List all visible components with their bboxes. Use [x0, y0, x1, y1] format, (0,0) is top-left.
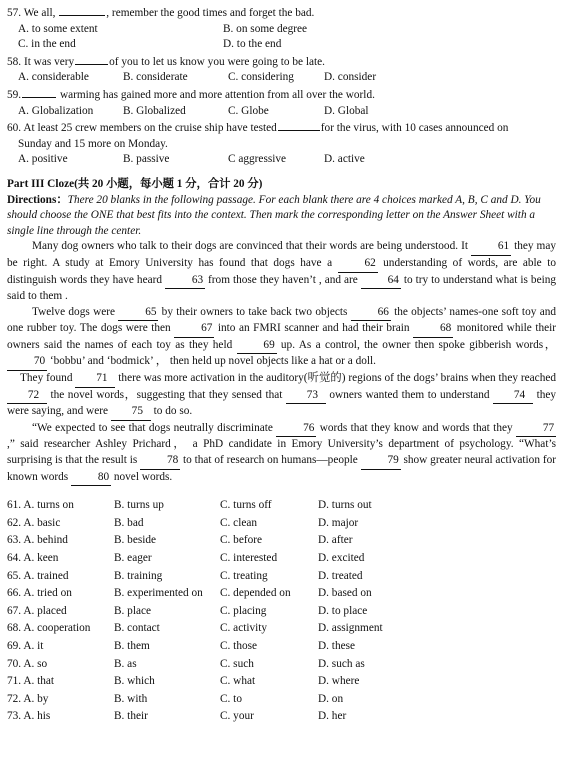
passage-paragraph-2 — [7, 305, 556, 371]
answer-option-68-a: 68. A. cooperation — [7, 622, 91, 635]
directions-text: There 20 blanks in the following passage. For each blank there are 4 choices marked A, B, C and D. You should choose the ONE that best fits into the context. Then mark the corresponding letter on the Answer Sheet with a single line through the center. — [7, 193, 541, 237]
answer-option-73-a: 73. A. his — [7, 710, 51, 723]
passage-text: by their owners to take back two objects — [161, 305, 348, 318]
answer-option-63-c: C. before — [220, 534, 263, 547]
answer-option-66-a: 66. A. tried on — [7, 587, 72, 600]
answer-option-62-b: B. bad — [114, 516, 144, 529]
cloze-passage — [7, 239, 556, 486]
passage-text: to that of research on humans—people — [182, 454, 358, 467]
answer-option-72-d: D. on — [318, 692, 344, 705]
q57-option-c: C. in the end — [18, 38, 76, 51]
answer-option-70-b: B. as — [114, 657, 137, 670]
answer-option-65-c: C. treating — [220, 569, 268, 582]
answer-row-64 — [7, 550, 556, 568]
cloze-blank-72: 72 — [7, 388, 47, 405]
answer-option-73-d: D. her — [318, 710, 347, 723]
q58-option-c: C. considering — [228, 71, 294, 84]
passage-text: up. As a control, the owner then spoke gibberish words， — [280, 338, 556, 351]
answer-option-71-b: B. which — [114, 675, 155, 688]
passage-paragraph-4 — [7, 421, 556, 486]
passage-text: ,” said researcher Ashley Prichard， a PhD candidate in Emory University’s department of psychology. “What’s surprising is that the result is — [7, 438, 556, 467]
answer-row-61 — [7, 497, 556, 515]
answer-row-73 — [7, 708, 556, 726]
q60-stem-line2: Sunday and 15 more on Monday. — [18, 137, 168, 150]
answer-option-72-c: C. to — [220, 692, 242, 705]
q58-option-b: B. considerate — [123, 71, 188, 84]
answer-option-69-d: D. these — [318, 639, 356, 652]
cloze-blank-69: 69 — [237, 338, 277, 355]
cloze-blank-65: 65 — [118, 305, 158, 322]
passage-text: there was more activation in the auditory(听觉的) regions of the dogs’ brains when they reached — [118, 372, 557, 385]
passage-text: Twelve dogs were — [32, 305, 116, 318]
answer-option-68-c: C. activity — [220, 622, 268, 635]
passage-text: monitored while their owners said the names of each toy as they held — [7, 322, 557, 351]
answer-option-66-d: D. based on — [318, 587, 372, 600]
passage-text: to do so. — [153, 405, 193, 418]
cloze-blank-70: 70 — [7, 354, 47, 371]
answer-option-69-c: C. those — [220, 639, 258, 652]
question-60 — [7, 119, 556, 168]
passage-text: the novel words，suggesting that they sensed that — [50, 388, 283, 401]
q57-stem-start: 57. We all, — [7, 7, 59, 19]
q59-stem-start: 59. — [7, 88, 22, 101]
answer-option-61-b: B. turns up — [114, 499, 164, 512]
answer-option-64-b: B. eager — [114, 552, 152, 564]
q60-blank — [278, 119, 320, 131]
q60-option-a: A. positive — [18, 153, 68, 166]
passage-text: words that they know and words that they — [319, 421, 513, 434]
passage-paragraph-1 — [7, 239, 556, 304]
answer-option-66-b: B. experimented on — [114, 587, 203, 600]
cloze-blank-68: 68 — [413, 321, 453, 338]
answer-option-61-c: C. turns off — [220, 499, 272, 512]
q60-options — [7, 152, 556, 168]
q59-option-a: A. Globalization — [18, 104, 94, 117]
answer-row-63 — [7, 532, 556, 550]
answer-option-64-d: D. excited — [318, 552, 365, 564]
answer-option-61-d: D. turns out — [318, 499, 372, 512]
passage-text: they may be right. A study at Emory University has found that dogs have a — [7, 240, 557, 269]
answer-option-62-d: D. major — [318, 516, 359, 529]
answer-option-69-a: 69. A. it — [7, 639, 44, 652]
answer-option-68-d: D. assignment — [318, 622, 383, 635]
answer-option-70-c: C. such — [220, 657, 254, 670]
cloze-blank-76: 76 — [276, 421, 316, 438]
q57-option-b: B. on some degree — [223, 22, 308, 35]
cloze-blank-80: 80 — [71, 470, 111, 487]
part3-directions — [7, 193, 556, 240]
cloze-blank-79: 79 — [361, 453, 401, 470]
q58-options — [7, 70, 556, 86]
q59-options — [7, 104, 556, 120]
answer-option-65-a: 65. A. trained — [7, 569, 69, 582]
answer-option-67-b: B. place — [114, 604, 152, 617]
cloze-blank-62: 62 — [338, 256, 378, 273]
answer-option-65-b: B. training — [114, 569, 163, 582]
answer-option-64-a: 64. A. keen — [7, 552, 59, 564]
answer-option-70-d: D. such as — [318, 657, 365, 670]
answer-option-68-b: B. contact — [114, 622, 160, 635]
answer-row-67 — [7, 603, 556, 621]
q60-option-d: D. active — [324, 153, 365, 166]
cloze-blank-74: 74 — [493, 388, 533, 405]
passage-text: ‘bobbu’ and ‘bodmick’ ， then held up novel objects like a hat or a doll. — [49, 355, 376, 368]
q60-option-b: B. passive — [123, 153, 170, 166]
question-57 — [7, 4, 556, 53]
answer-row-69 — [7, 638, 556, 656]
passage-text: novel words. — [113, 470, 173, 483]
q57-option-d: D. to the end — [223, 38, 282, 51]
answer-row-62 — [7, 515, 556, 533]
part3-title: Part III Cloze(共 20 小题，每小题 1 分，合计 20 分) — [7, 177, 263, 190]
answer-option-67-d: D. to place — [318, 604, 368, 617]
answer-option-71-a: 71. A. that — [7, 675, 55, 688]
cloze-blank-61: 61 — [471, 239, 511, 256]
q60-stem-start: 60. At least 25 crew members on the cruise ship have tested — [7, 122, 277, 135]
answer-option-71-c: C. what — [220, 675, 256, 688]
q58-option-d: D. consider — [324, 71, 377, 84]
answer-option-65-d: D. treated — [318, 569, 363, 582]
q59-option-b: B. Globalized — [123, 104, 186, 117]
answer-option-70-a: 70. A. so — [7, 657, 48, 670]
answer-option-72-b: B. with — [114, 692, 148, 705]
answer-row-72 — [7, 691, 556, 709]
answer-option-63-d: D. after — [318, 534, 353, 547]
answer-option-67-a: 67. A. placed — [7, 604, 67, 617]
passage-text: to try to understand what is being said to them . — [7, 273, 557, 303]
cloze-blank-75: 75 — [111, 404, 151, 421]
q57-stem-end: , remember the good times and forget the bad. — [106, 7, 315, 19]
cloze-blank-63: 63 — [165, 273, 205, 290]
answer-option-62-a: 62. A. basic — [7, 516, 61, 529]
passage-text: owners wanted them to understand — [329, 388, 490, 401]
cloze-blank-64: 64 — [361, 273, 401, 290]
cloze-blank-77: 77 — [516, 421, 556, 438]
passage-text: Many dog owners who talk to their dogs are convinced that their words are being understood. It — [32, 240, 468, 253]
cloze-blank-78: 78 — [140, 453, 180, 470]
cloze-blank-73: 73 — [286, 388, 326, 405]
cloze-blank-66: 66 — [351, 305, 391, 322]
answer-option-63-a: 63. A. behind — [7, 534, 68, 547]
answer-row-65 — [7, 568, 556, 586]
answer-row-68 — [7, 620, 556, 638]
passage-text: they were saying, and were — [7, 388, 557, 418]
q58-stem-end: of you to let us know you were going to be late. — [109, 55, 325, 68]
q59-stem-end: warming has gained more and more attention from all over the world. — [57, 88, 375, 101]
answer-option-66-c: C. depended on — [220, 587, 291, 600]
answer-option-72-a: 72. A. by — [7, 692, 49, 705]
q57-blank — [59, 4, 105, 16]
passage-text: from those they haven’t , and are — [208, 273, 358, 286]
passage-paragraph-3 — [7, 371, 556, 421]
q57-option-a: A. to some extent — [18, 22, 98, 35]
answer-option-69-b: B. them — [114, 639, 150, 652]
passage-text: “We expected to see that dogs neutrally discriminate — [32, 421, 273, 434]
q59-option-c: C. Globe — [228, 104, 269, 117]
passage-text: understanding of words, are able to distinguish words they have heard — [7, 256, 557, 286]
q59-option-d: D. Global — [324, 104, 369, 117]
answer-option-63-b: B. beside — [114, 534, 157, 547]
q57-options-row2 — [7, 37, 556, 53]
answer-option-71-d: D. where — [318, 675, 360, 688]
answer-option-62-c: C. clean — [220, 516, 258, 529]
passage-text: They found — [20, 372, 73, 385]
question-58 — [7, 53, 556, 86]
q58-option-a: A. considerable — [18, 71, 89, 84]
q60-stem-end: for the virus, with 10 cases announced on — [320, 122, 509, 135]
answer-row-66 — [7, 585, 556, 603]
passage-text: into an FMRI scanner and had their brain — [217, 322, 410, 335]
passage-text: show greater neural activation for known words — [7, 454, 556, 483]
answer-option-73-c: C. your — [220, 710, 254, 723]
q57-options-row1 — [7, 22, 556, 38]
cloze-blank-67: 67 — [174, 321, 214, 338]
q60-option-c: C aggressive — [228, 153, 287, 166]
cloze-blank-71: 71 — [75, 371, 115, 388]
passage-text: the objects’ names-one soft toy and one rubber toy. The dogs were then — [7, 305, 557, 335]
answer-option-61-a: 61. A. turns on — [7, 499, 74, 512]
directions-label: Directions： — [7, 193, 68, 206]
answer-option-73-b: B. their — [114, 710, 148, 723]
q58-blank — [75, 53, 108, 65]
cloze-answer-options — [7, 497, 556, 726]
q59-blank — [22, 86, 56, 98]
answer-option-67-c: C. placing — [220, 604, 267, 617]
answer-row-70 — [7, 656, 556, 674]
question-59 — [7, 86, 556, 119]
answer-option-64-c: C. interested — [220, 552, 278, 564]
q58-stem-start: 58. It was very — [7, 55, 75, 68]
answer-row-71 — [7, 673, 556, 691]
